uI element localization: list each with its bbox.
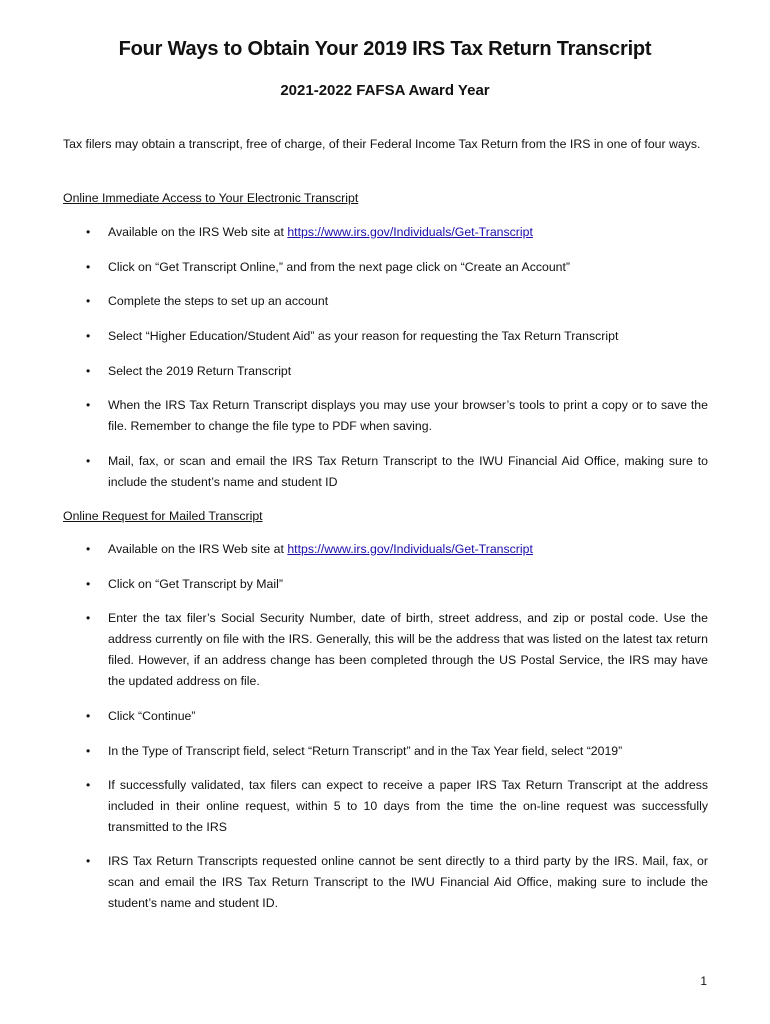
bullet-icon: •: [86, 364, 91, 378]
bullet-icon: •: [86, 225, 91, 239]
list-item: [108, 539, 708, 560]
section-heading-online-access: Online Immediate Access to Your Electronic Transcript: [63, 191, 359, 205]
list-item-text: Available on the IRS Web site at: [108, 542, 288, 556]
list-item-text: Available on the IRS Web site at: [108, 225, 288, 239]
page-number: 1: [700, 974, 707, 988]
list-item: When the IRS Tax Return Transcript displays you may use your browser’s tools to print a copy or to save the file. Remember to change the file type to PDF when saving.: [108, 398, 708, 433]
list-item: Click “Continue”: [108, 709, 196, 723]
list-item: In the Type of Transcript field, select “Return Transcript” and in the Tax Year field, select “2019”: [108, 744, 623, 758]
list-item: Select “Higher Education/Student Aid” as your reason for requesting the Tax Return Transcript: [108, 329, 619, 343]
bullet-icon: •: [86, 454, 91, 468]
irs-get-transcript-link[interactable]: https://www.irs.gov/Individuals/Get-Transcript: [287, 225, 533, 239]
intro-paragraph: Tax filers may obtain a transcript, free of charge, of their Federal Income Tax Return from the IRS in one of four ways.: [63, 137, 701, 151]
bullet-icon: •: [86, 577, 91, 591]
document-subtitle: 2021-2022 FAFSA Award Year: [280, 82, 490, 99]
document-title: Four Ways to Obtain Your 2019 IRS Tax Return Transcript: [118, 38, 652, 60]
list-item: Click on “Get Transcript by Mail”: [108, 577, 283, 591]
bullet-icon: •: [86, 542, 91, 556]
bullet-icon: •: [86, 778, 91, 792]
bullet-icon: •: [86, 398, 91, 412]
bullet-icon: •: [86, 854, 91, 868]
list-item: Complete the steps to set up an account: [108, 294, 329, 308]
list-item: If successfully validated, tax filers can expect to receive a paper IRS Tax Return Transcript at the address included in their online request, within 5 to 10 days from the time the on-line request was successfully transmitted to the IRS: [108, 778, 708, 834]
bullet-icon: •: [86, 294, 91, 308]
bullet-icon: •: [86, 709, 91, 723]
list-item: Click on “Get Transcript Online,” and from the next page click on “Create an Account”: [108, 260, 571, 274]
list-item: IRS Tax Return Transcripts requested online cannot be sent directly to a third party by the IRS. Mail, fax, or scan and email the IRS Tax Return Transcript to the IWU Financial Aid Office, making sure to include the student’s name and student ID.: [108, 854, 708, 910]
list-item: Mail, fax, or scan and email the IRS Tax Return Transcript to the IWU Financial Aid Office, making sure to include the student’s name and student ID: [108, 454, 708, 489]
list-item: Enter the tax filer’s Social Security Number, date of birth, street address, and zip or postal code. Use the address currently on file with the IRS. Generally, this will be the address that was listed on the latest tax return filed. However, if an address change has been completed through the US Postal Service, the IRS may have the updated address on file.: [108, 611, 708, 688]
section-heading-mailed-transcript: Online Request for Mailed Transcript: [63, 509, 263, 523]
list-item: Select the 2019 Return Transcript: [108, 364, 292, 378]
bullet-icon: •: [86, 611, 91, 625]
irs-get-transcript-link[interactable]: https://www.irs.gov/Individuals/Get-Transcript: [287, 542, 533, 556]
bullet-icon: •: [86, 329, 91, 343]
bullet-icon: •: [86, 260, 91, 274]
list-item: [108, 222, 708, 243]
bullet-icon: •: [86, 744, 91, 758]
